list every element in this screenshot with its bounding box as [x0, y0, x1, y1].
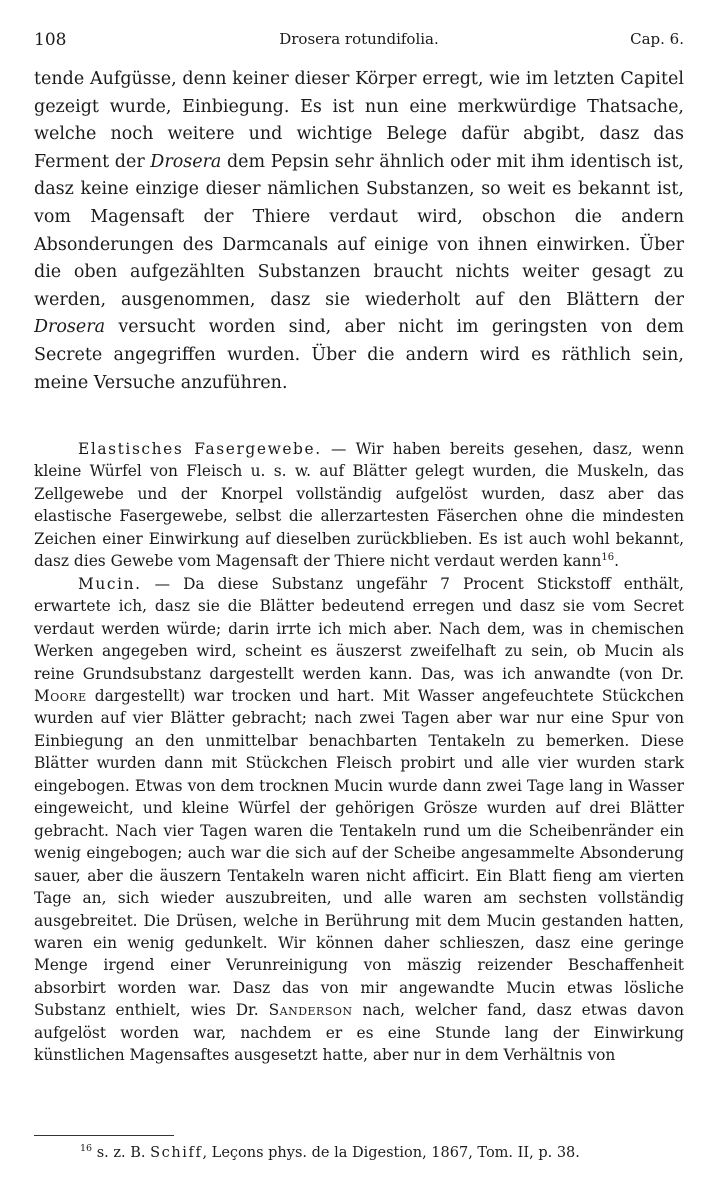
main-text [34, 66, 684, 397]
page-header [34, 30, 684, 54]
footnote-reference[interactable]: 16 [601, 552, 615, 564]
person-name: Moore [34, 686, 87, 705]
person-name: Sanderson [268, 1001, 353, 1020]
paragraph-mucin: Mucin. — Da diese Substanz ungefähr 7 Procent Stickstoff enthält, erwartete ich, dasz sie die Blätter bedeutend erregen und dasz sie vom Secret verdaut werden würde; darin irrte ich mich aber. Nach dem, was in chemischen Werken angegeben wird, scheint es äuszerst zweifelhaft zu sein, ob Mucin als reine Grundsubstanz dargestellt werden kann. Das, was ich anwandte (von Dr. Moore dargestellt) war trocken und hart. Mit Wasser angefeuchtete Stückchen wurden auf vier Blätter gebracht; nach zwei Tagen aber war nur eine Spur von Einbiegung an den unmittelbar benachbarten Tentakeln zu bemerken. Diese Blätter wurden dann mit Stückchen Fleisch probirt und alle vier wurden stark eingebogen. Etwas von dem trocknen Mucin wurde dann zwei Tage lang in Wasser eingeweicht, und kleine Würfel der gehörigen Grösze wurden auf drei Blätter gebracht. Nach vier Tagen waren die Tentakeln rund um die Scheibenränder ein wenig eingebogen; auch war die sich auf der Scheibe angesammelte Absonderung sauer, aber die äuszern Tentakeln waren nicht afficirt. Ein Blatt fieng am vierten Tage an, sich wieder auszubreiten, und alle waren am sechsten vollständig ausgebreitet. Die Drüsen, welche in Berührung mit dem Mucin gestanden hatten, waren ein wenig gedunkelt. Wir können daher schlieszen, dasz eine geringe Menge irgend einer Verunreinigung von mäszig reizender Beschaffenheit absorbirt worden war. Dasz das von mir angewandte Mucin etwas lösliche Substanz enthielt, wies Dr. Sanderson nach, welcher fand, dasz etwas davon aufgelöst worden war, nachdem er es eine Stunde lang der Einwirkung künstlichen Magensaftes ausgesetzt hatte, aber nur in dem Verhältnis von [34, 574, 684, 1065]
species-name: Drosera [150, 151, 222, 172]
running-title: Drosera rotundifolia. [279, 30, 439, 48]
footnote-marker: 16 [80, 1143, 93, 1155]
footnote-divider [34, 1135, 174, 1136]
species-name: Drosera [34, 317, 106, 338]
paragraph-intro: tende Aufgüsse, denn keiner dieser Körper erregt, wie im letzten Capitel gezeigt wurde, Einbiegung. Es ist nun eine merkwürdige Thatsache, welche noch weitere und wichtige Belege dafür abgibt, dasz das Ferment der Drosera dem Pepsin sehr ähnlich oder mit ihm identisch ist, dasz keine einzige dieser nämlichen Substanzen, so weit es bekannt ist, vom Magensaft der Thiere verdaut wird, obschon die andern Absonderungen des Darmcanals auf einige von ihnen einwirken. Über die oben aufgezählten Substanzen braucht nichts weiter gesagt zu werden, ausgenommen, dasz sie wiederholt auf den Blättern der Drosera versucht worden sind, aber nicht im geringsten von dem Secrete angegriffen wurden. Über die andern wird es räthlich sein, meine Versuche anzuführen. [34, 69, 684, 393]
footnote: $^{16}$ s. z. B. Schiff, Leçons phys. de la Digestion, 1867, Tom. II, p. 38. [80, 1143, 580, 1161]
experiment-text [34, 438, 684, 1067]
paragraph-elastic-tissue: Elastisches Fasergewebe. — Wir haben bereits gesehen, dasz, wenn kleine Würfel von Fleisch u. s. w. auf Blätter gelegt wurden, die Muskeln, das Zellgewebe und der Knorpel vollständig aufgelöst wurden, dasz aber das elastische Fasergewebe, selbst die allerzartesten Fäserchen ohne die mindesten Zeichen einer Einwirkung auf dieselben zurückblieben. Es ist auch wohl bekannt, dasz dies Gewebe vom Magensaft der Thiere nicht verdaut werden kann$^{16}$. [34, 440, 684, 571]
page-number: 108 [34, 30, 67, 50]
section-heading-elastic: Elastisches Fasergewebe. [78, 440, 322, 458]
chapter-label: Cap. 6. [630, 30, 684, 48]
section-heading-mucin: Mucin. [78, 574, 142, 593]
footnote-author: Schiff [150, 1145, 203, 1161]
